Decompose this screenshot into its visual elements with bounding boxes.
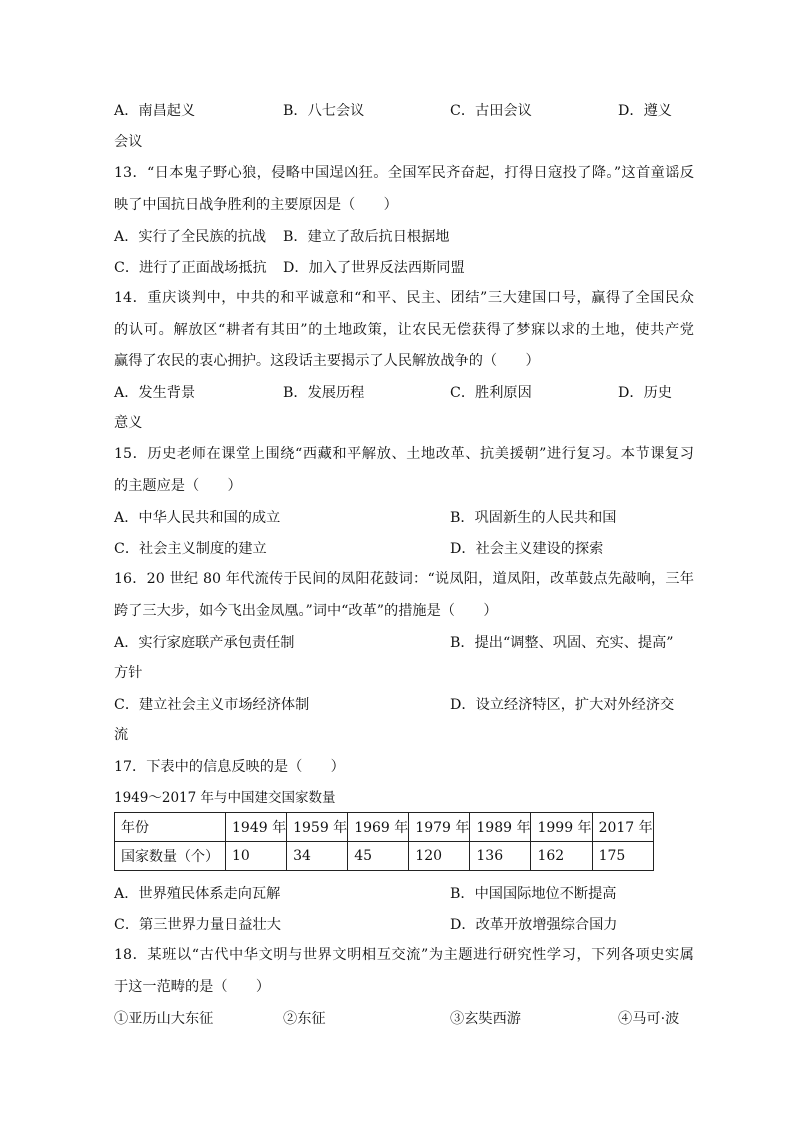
q17-option-d: D．改革开放增强综合国力 xyxy=(450,917,618,933)
q13-option-c: C．进行了正面战场抵抗 xyxy=(114,260,267,276)
q16-option-d-wrap: 流 xyxy=(114,727,129,743)
q15-option-d: D．社会主义建设的探索 xyxy=(450,541,604,557)
q14-option-c: C．胜利原因 xyxy=(450,385,532,401)
q18-item-3: ③玄奘西游 xyxy=(450,1011,521,1027)
q17-table-caption: 1949～2017 年与中国建交国家数量 xyxy=(114,790,336,806)
q13-option-b: B．建立了敌后抗日根据地 xyxy=(283,229,450,245)
q17-option-b: B．中国国际地位不断提高 xyxy=(450,886,617,902)
q18-stem-line-1: 18．某班以“古代中华文明与世界文明相互交流”为主题进行研究性学习，下列各项史实属 xyxy=(114,947,694,963)
table-header-cell: 年份 xyxy=(115,813,226,842)
q13-option-a: A．实行了全民族的抗战 xyxy=(114,229,267,245)
table-cell: 175 xyxy=(592,842,653,871)
diplomatic-relations-table xyxy=(114,812,654,871)
q16-stem-line-2: 跨了三大步，如今飞出金凤凰。”词中“改革”的措施是（ ） xyxy=(114,603,498,619)
table-header-cell: 1959 年 xyxy=(287,813,348,842)
table-row xyxy=(115,842,654,871)
table-cell: 120 xyxy=(409,842,470,871)
table-cell: 136 xyxy=(470,842,531,871)
q15-option-c: C．社会主义制度的建立 xyxy=(114,541,267,557)
table-header-row xyxy=(115,813,654,842)
q16-option-d: D．设立经济特区，扩大对外经济交 xyxy=(450,697,675,713)
q17-option-a: A．世界殖民体系走向瓦解 xyxy=(114,886,281,902)
table-cell: 34 xyxy=(287,842,348,871)
table-header-cell: 1969 年 xyxy=(348,813,409,842)
q14-stem-line-2: 的认可。解放区“耕者有其田”的土地政策，让农民无偿获得了梦寐以求的土地，使共产党 xyxy=(114,322,694,338)
q15-stem-line-1: 15．历史老师在课堂上围绕“西藏和平解放、土地改革、抗美援朝”进行复习。本节课复习 xyxy=(114,446,694,462)
q14-option-d: D．历史 xyxy=(618,385,672,401)
table-header-cell: 2017 年 xyxy=(592,813,653,842)
table-cell: 45 xyxy=(348,842,409,871)
q12-option-b: B．八七会议 xyxy=(283,103,365,119)
q16-option-c: C．建立社会主义市场经济体制 xyxy=(114,697,310,713)
q12-option-c: C．古田会议 xyxy=(450,103,532,119)
table-cell: 10 xyxy=(226,842,287,871)
q14-stem-line-3: 赢得了农民的衷心拥护。这段话主要揭示了人民解放战争的（ ） xyxy=(114,353,540,369)
q15-option-a: A．中华人民共和国的成立 xyxy=(114,510,281,526)
q15-option-b: B．巩固新生的人民共和国 xyxy=(450,510,617,526)
q16-option-b-wrap: 方针 xyxy=(114,665,143,681)
q12-option-a: A．南昌起义 xyxy=(114,103,196,119)
q13-stem-line-2: 映了中国抗日战争胜利的主要原因是（ ） xyxy=(114,197,398,213)
table-header-cell: 1979 年 xyxy=(409,813,470,842)
q14-stem-line-1: 14．重庆谈判中，中共的和平诚意和“和平、民主、团结”三大建国口号，赢得了全国民众 xyxy=(114,290,694,306)
q16-option-b: B．提出“调整、巩固、充实、提高” xyxy=(450,635,674,651)
table-header-cell: 1949 年 xyxy=(226,813,287,842)
q14-option-a: A．发生背景 xyxy=(114,385,196,401)
q16-option-a: A．实行家庭联产承包责任制 xyxy=(114,635,295,651)
table-header-cell: 1999 年 xyxy=(531,813,592,842)
q18-item-1: ①亚历山大东征 xyxy=(114,1011,214,1027)
q18-item-4: ④马可·波 xyxy=(618,1011,680,1027)
q15-stem-line-2: 的主题应是（ ） xyxy=(114,478,242,494)
q17-option-c: C．第三世界力量日益壮大 xyxy=(114,917,281,933)
table-cell: 国家数量（个） xyxy=(115,842,226,871)
q12-option-d-wrap: 会议 xyxy=(114,134,143,150)
q14-option-b: B．发展历程 xyxy=(283,385,365,401)
q14-option-d-wrap: 意义 xyxy=(114,415,143,431)
q13-option-d: D．加入了世界反法西斯同盟 xyxy=(283,260,465,276)
q16-stem-line-1: 16．20 世纪 80 年代流传于民间的凤阳花鼓词：“说凤阳，道凤阳，改革鼓点先敲响，三年 xyxy=(114,571,694,587)
q18-item-2: ②东征 xyxy=(283,1011,326,1027)
q13-stem-line-1: 13．“日本鬼子野心狼，侵略中国逞凶狂。全国军民齐奋起，打得日寇投了降。”这首童谣反 xyxy=(114,165,694,181)
q18-stem-line-2: 于这一范畴的是（ ） xyxy=(114,979,271,995)
q12-option-d: D．遵义 xyxy=(618,103,672,119)
table-header-cell: 1989 年 xyxy=(470,813,531,842)
q17-stem: 17．下表中的信息反映的是（ ） xyxy=(114,759,345,775)
table-cell: 162 xyxy=(531,842,592,871)
